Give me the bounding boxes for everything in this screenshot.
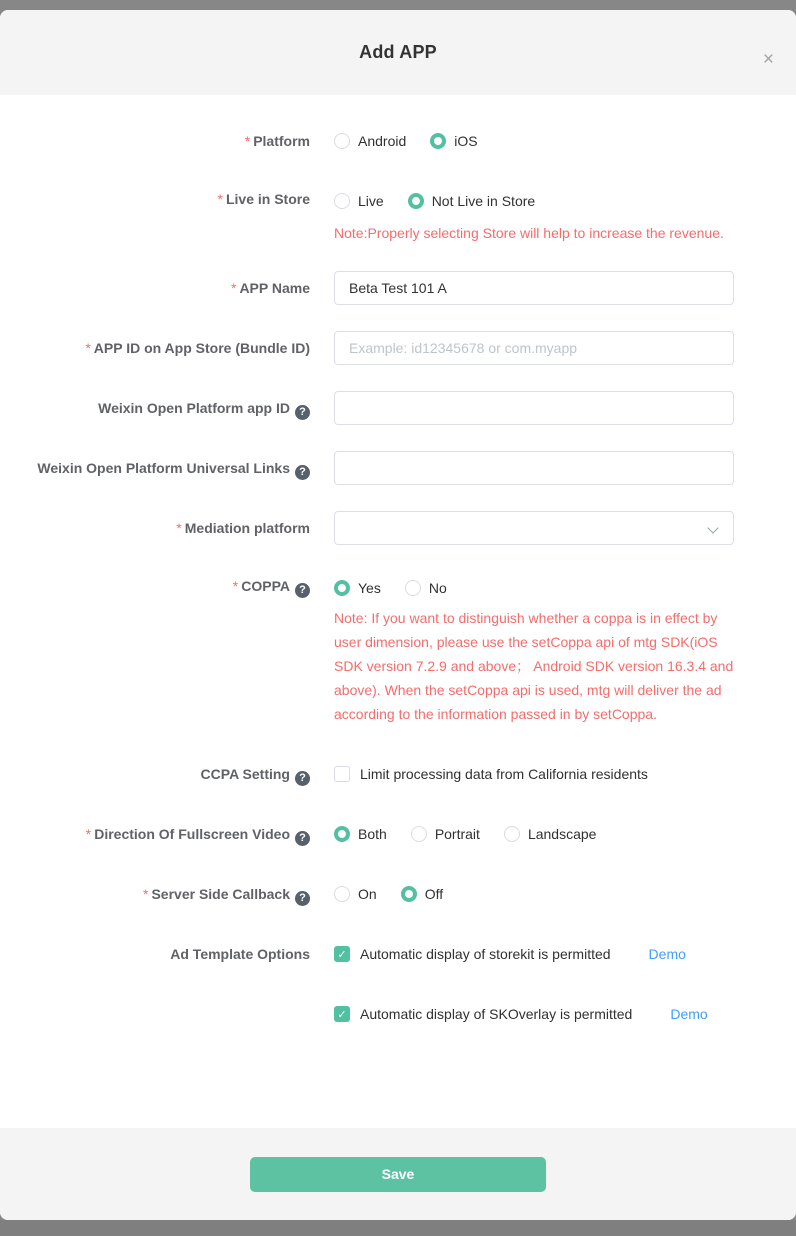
radio-selected-icon [334,826,350,842]
form-row-app-name [0,271,796,305]
checkbox-checked-icon: ✓ [334,946,350,962]
form-row-weixin-universal-links [0,451,796,485]
help-icon[interactable]: ? [295,465,310,480]
live-in-store-label: * Live in Store [217,191,310,207]
radio-unselected-icon [334,193,350,209]
help-icon[interactable]: ? [295,891,310,906]
page-top-bar [0,0,796,10]
radio-coppa-yes[interactable]: Yes [334,580,381,596]
form-row-ad-template-1 [0,944,796,964]
required-marker: * [230,280,237,296]
modal-footer [0,1128,796,1220]
radio-live[interactable]: Live [334,193,384,209]
mediation-platform-label: * Mediation platform [176,520,310,536]
form-row-server-callback [0,884,796,904]
required-marker: * [244,133,251,149]
form-row-app-id [0,331,796,365]
storekit-demo-link[interactable]: Demo [648,946,686,962]
coppa-note: Note: If you want to distinguish whether a coppa is in effect by user dimension, please use the setCoppa api of mtg SDK(iOS SDK version 7.2.9 and above； Android SDK version 16.3.4 and above). When the setCoppa api is used, mtg will deliver the ad according to the information passed in by setCoppa. [334,610,734,722]
form-row-platform [0,131,796,151]
ad-template-label-spacer [0,1004,310,1024]
radio-ios[interactable]: iOS [430,133,477,149]
server-callback-label: * Server Side Callback ? [0,884,310,904]
radio-selected-icon [401,886,417,902]
required-marker: * [85,826,92,842]
required-marker: * [232,578,239,594]
radio-android[interactable]: Android [334,133,406,149]
radio-selected-icon [430,133,446,149]
radio-unselected-icon [334,886,350,902]
app-name-input[interactable] [334,271,734,305]
skoverlay-demo-link[interactable]: Demo [670,1006,708,1022]
storekit-checkbox[interactable]: ✓ Automatic display of storekit is permitted [334,946,611,962]
weixin-universal-links-label: Weixin Open Platform Universal Links ? [0,451,310,485]
close-icon[interactable]: × [762,49,774,70]
required-marker: * [217,191,223,207]
coppa-label: * COPPA ? [0,578,310,726]
direction-label: * Direction Of Fullscreen Video ? [0,824,310,844]
form-row-coppa [0,578,796,726]
required-marker: * [85,340,91,356]
chevron-down-icon [707,522,718,533]
ccpa-checkbox[interactable]: Limit processing data from California residents [334,766,648,782]
form-row-live-in-store [0,191,796,245]
skoverlay-checkbox[interactable]: ✓ Automatic display of SKOverlay is permitted [334,1006,632,1022]
radio-selected-icon [334,580,350,596]
radio-unselected-icon [411,826,427,842]
app-id-label: * APP ID on App Store (Bundle ID) [85,340,310,356]
help-icon[interactable]: ? [295,831,310,846]
modal-body [0,95,796,1128]
help-icon[interactable]: ? [295,583,310,598]
live-in-store-note: Note:Properly selecting Store will help to increase the revenue. [334,225,724,241]
modal-header [0,10,796,95]
form-row-ccpa [0,764,796,784]
app-id-input[interactable] [334,331,734,365]
radio-unselected-icon [504,826,520,842]
form-row-weixin-app-id [0,391,796,425]
ccpa-label: CCPA Setting ? [0,764,310,784]
help-icon[interactable]: ? [295,771,310,786]
radio-selected-icon [408,193,424,209]
form-row-ad-template-2 [0,1004,796,1024]
page-bottom-bar [0,1220,796,1236]
mediation-platform-select[interactable] [334,511,734,545]
radio-not-live[interactable]: Not Live in Store [408,193,536,209]
radio-callback-off[interactable]: Off [401,886,443,902]
form-row-mediation-platform [0,511,796,545]
checkbox-checked-icon: ✓ [334,1006,350,1022]
ad-template-label: Ad Template Options [170,946,310,962]
radio-direction-both[interactable]: Both [334,826,387,842]
app-name-label: * APP Name [230,280,310,296]
modal-title: Add APP [359,42,437,62]
radio-direction-landscape[interactable]: Landscape [504,826,597,842]
help-icon[interactable]: ? [295,405,310,420]
required-marker: * [176,520,182,536]
weixin-app-id-input[interactable] [334,391,734,425]
weixin-app-id-label: Weixin Open Platform app ID ? [0,391,310,425]
checkbox-unchecked-icon [334,766,350,782]
radio-direction-portrait[interactable]: Portrait [411,826,480,842]
radio-coppa-no[interactable]: No [405,580,447,596]
add-app-modal [0,10,796,1220]
save-button[interactable]: Save [250,1157,546,1192]
platform-label: * Platform [244,133,310,149]
weixin-universal-links-input[interactable] [334,451,734,485]
required-marker: * [143,886,149,902]
radio-unselected-icon [334,133,350,149]
form-row-direction [0,824,796,844]
radio-unselected-icon [405,580,421,596]
radio-callback-on[interactable]: On [334,886,377,902]
